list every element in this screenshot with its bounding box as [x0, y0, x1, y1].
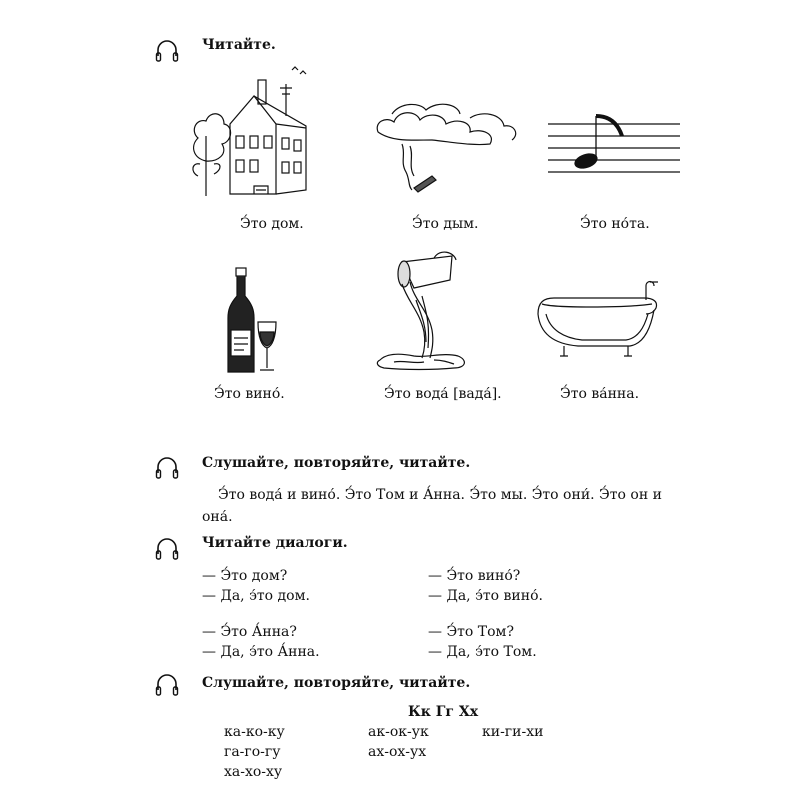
bathtub-illustration	[534, 278, 662, 360]
syllable: ак-ок-ук	[368, 724, 429, 740]
dialogue-answer: — Да, э́то дом.	[202, 588, 310, 604]
paragraph-line-2: она́.	[202, 509, 233, 525]
syllable: ха-хо-ху	[224, 764, 283, 780]
dialogue-question: — Э́то вино́?	[428, 568, 521, 584]
paragraph-line-1: Э́то вода́ и вино́. Э́то Том и А́нна. Э́то мы. Э́то они́. Э́то он и	[218, 487, 662, 503]
letters-title: Кк Гг Хх	[408, 704, 479, 720]
syllable: ка-ко-ку	[224, 724, 285, 740]
music-note-illustration	[546, 112, 682, 178]
dialogue-answer: — Да, э́то вино́.	[428, 588, 543, 604]
bucket-water-illustration	[374, 252, 474, 372]
dialogue-answer: — Да, э́то Том.	[428, 644, 537, 660]
headphones-icon	[154, 672, 180, 698]
section-heading-read: Читайте.	[202, 37, 276, 53]
smoke-illustration	[372, 92, 522, 202]
dialogue-4	[428, 622, 537, 662]
syllable: ки-ги-хи	[482, 724, 544, 740]
caption-bath: Э́то ва́нна.	[560, 386, 640, 402]
caption-house: Э́то дом.	[240, 216, 304, 232]
caption-wine: Э́то вино́.	[214, 386, 285, 402]
headphones-icon	[154, 536, 180, 562]
caption-water: Э́то вода́ [вада́].	[384, 386, 502, 402]
section-heading-read-dialogues: Читайте диалоги.	[202, 535, 348, 551]
caption-smoke: Э́то дым.	[412, 216, 479, 232]
headphones-icon	[154, 455, 180, 481]
section-heading-listen-repeat-read: Слушайте, повторяйте, читайте.	[202, 455, 471, 471]
dialogue-question: — Э́то Том?	[428, 624, 514, 640]
dialogue-question: — Э́то дом?	[202, 568, 288, 584]
dialogue-3	[202, 622, 320, 662]
dialogue-2	[428, 566, 543, 606]
dialogue-question: — Э́то А́нна?	[202, 624, 297, 640]
section-heading-listen-repeat-read-2: Слушайте, повторяйте, читайте.	[202, 675, 471, 691]
syllable: га-го-гу	[224, 744, 281, 760]
syllable: ах-ох-ух	[368, 744, 427, 760]
reading-paragraph	[202, 484, 682, 528]
dialogue-answer: — Да, э́то А́нна.	[202, 644, 320, 660]
wine-bottle-illustration	[222, 266, 282, 376]
caption-note: Э́то но́та.	[580, 216, 650, 232]
house-illustration	[188, 66, 328, 206]
dialogue-1	[202, 566, 310, 606]
headphones-icon	[154, 38, 180, 64]
